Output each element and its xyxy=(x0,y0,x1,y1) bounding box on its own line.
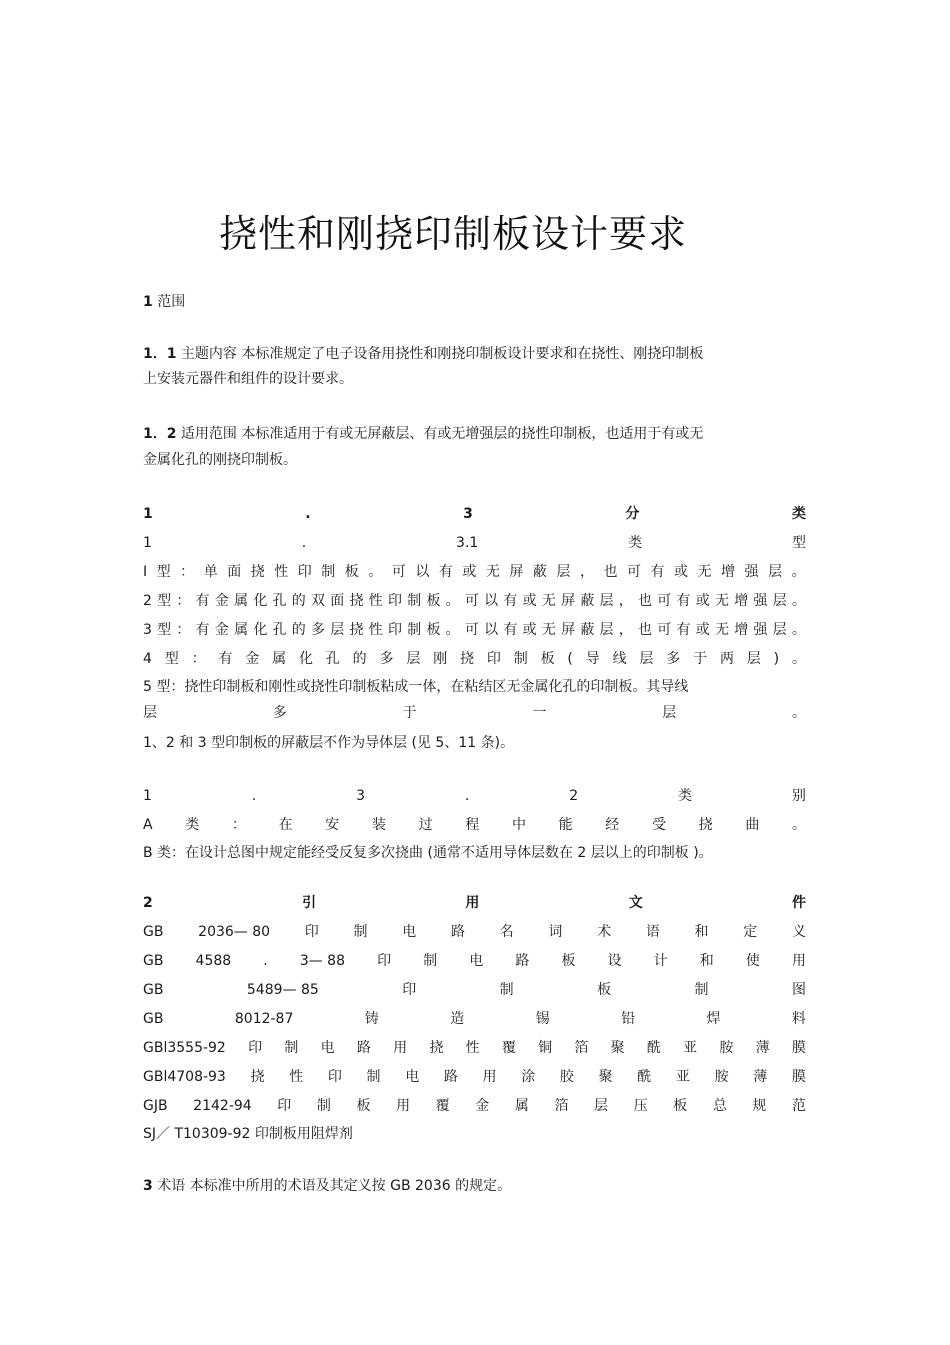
text-token: 。 xyxy=(791,593,806,609)
text-token: . xyxy=(251,788,257,804)
text-token: 分 xyxy=(625,506,640,522)
text-token: 或 xyxy=(674,564,688,580)
text-token: 铅 xyxy=(621,1011,636,1027)
text-token: 膜 xyxy=(791,1069,806,1085)
text-token: 也 xyxy=(638,622,653,638)
text-token: 可 xyxy=(464,593,479,609)
text-token: 增 xyxy=(734,593,749,609)
text-token: 挠 xyxy=(698,817,713,833)
section-3-line xyxy=(143,1176,806,1196)
text-token: ) xyxy=(773,651,780,667)
text-token: 或 xyxy=(462,564,477,580)
text-token: 型 xyxy=(157,593,172,609)
text-token: 聚 xyxy=(598,1069,613,1085)
text-token: 件 xyxy=(792,895,806,911)
text-token: 别 xyxy=(791,788,806,804)
text-token: 印 xyxy=(387,622,402,638)
text-token: 一 xyxy=(532,705,547,721)
text-token: 1 xyxy=(143,788,152,804)
text-token: 路 xyxy=(443,1069,458,1085)
text-token: 金 xyxy=(214,593,229,609)
text-token: 设 xyxy=(607,953,622,969)
section-1-1-line-2: 上安装元器件和组件的设计要求。 xyxy=(143,371,353,387)
text-token: 层 xyxy=(599,593,614,609)
text-token: 强 xyxy=(744,564,759,580)
text-token: 胶 xyxy=(559,1069,574,1085)
text-token: 涂 xyxy=(521,1069,536,1085)
text-token: 有 xyxy=(503,593,518,609)
reference-1 xyxy=(143,922,806,942)
text-token: 型 xyxy=(164,651,179,667)
text-token: ： xyxy=(191,651,206,667)
text-token: 制 xyxy=(353,924,368,940)
text-token: 挠 xyxy=(250,1069,265,1085)
text-token: 印 xyxy=(304,924,319,940)
text-token: 屏 xyxy=(561,593,576,609)
text-token: 装 xyxy=(371,817,386,833)
text-token: 有 xyxy=(650,564,665,580)
reference-4 xyxy=(143,1009,806,1029)
text-token: 制 xyxy=(366,1069,381,1085)
text-token: GB xyxy=(143,1011,164,1027)
text-token: 层 xyxy=(594,1098,609,1114)
text-token: 8012-87 xyxy=(234,1011,294,1027)
text-token: 型 xyxy=(157,622,172,638)
text-token: ， xyxy=(618,622,633,638)
text-token: GB xyxy=(143,953,164,969)
text-token: . xyxy=(301,535,307,551)
text-token: ( xyxy=(567,651,573,667)
text-token: 有 xyxy=(195,622,210,638)
text-token: 可 xyxy=(464,622,479,638)
text-token: 的 xyxy=(291,593,306,609)
text-token: 蔽 xyxy=(580,593,595,609)
text-token: 以 xyxy=(415,564,430,580)
text-token: 的 xyxy=(352,651,367,667)
section-2-heading xyxy=(143,893,806,913)
section-1-2-line-2: 金属化孔的刚挠印制板。 xyxy=(143,452,297,468)
text-token: 蔽 xyxy=(580,622,595,638)
text-token: I xyxy=(143,564,148,580)
text-token: 曲 xyxy=(745,817,760,833)
text-token: 类 xyxy=(678,788,693,804)
text-token: 层 xyxy=(662,705,677,721)
text-token: 以 xyxy=(484,593,499,609)
text-token: 电 xyxy=(405,1069,420,1085)
text-token: 文 xyxy=(628,895,643,911)
text-token: 层 xyxy=(599,622,614,638)
text-token: 印 xyxy=(248,1040,263,1056)
text-token: 用 xyxy=(393,1040,408,1056)
text-token: 2 xyxy=(569,788,579,804)
text-token: 范 xyxy=(792,1098,806,1114)
type-1-line xyxy=(143,562,806,582)
text-token: 或 xyxy=(522,593,537,609)
text-token: 。 xyxy=(791,622,806,638)
text-token: 5489— 85 xyxy=(246,982,319,998)
text-token: 层 xyxy=(746,651,761,667)
text-token: 属 xyxy=(234,622,249,638)
text-token: 板 xyxy=(356,1098,371,1114)
text-token: 无 xyxy=(714,622,729,638)
text-token: 计 xyxy=(653,953,668,969)
text-token: 型 xyxy=(791,535,806,551)
text-token: 层 xyxy=(406,651,421,667)
text-token: 3.1 xyxy=(456,535,479,551)
text-token: 单 xyxy=(203,564,218,580)
shield-note: 1、2 和 3 型印制板的屏蔽层不作为导体层 (见 5、11 条)。 xyxy=(143,735,515,751)
text-token: GBl3555-92 xyxy=(143,1040,226,1056)
text-token: 多 xyxy=(272,705,287,721)
text-token: 也 xyxy=(603,564,618,580)
text-token: 制 xyxy=(284,1040,299,1056)
text-token: 。 xyxy=(445,622,460,638)
text-token: 。 xyxy=(791,651,806,667)
text-token: 线 xyxy=(612,651,627,667)
text-token: ： xyxy=(176,622,191,638)
text-token: 层 xyxy=(330,622,345,638)
text-token: 胺 xyxy=(719,1040,734,1056)
reference-5 xyxy=(143,1038,806,1058)
class-a-line xyxy=(143,815,806,835)
section-number: 1．1 xyxy=(143,346,177,362)
text-token: 增 xyxy=(734,622,749,638)
text-token: 2036— 80 xyxy=(198,924,271,940)
text-token: 层 xyxy=(768,564,783,580)
text-token: 覆 xyxy=(435,1098,450,1114)
text-token: 两 xyxy=(719,651,734,667)
paragraph-text: 主题内容 本标准规定了电子设备用挠性和刚挠印制板设计要求和在挠性、刚挠印制板 xyxy=(176,346,704,362)
section-1-1-line-1 xyxy=(143,344,806,364)
text-token: 覆 xyxy=(501,1040,516,1056)
text-token: 挠 xyxy=(250,564,265,580)
text-token: 强 xyxy=(753,593,768,609)
document-title: 挠性和刚挠印制板设计要求 xyxy=(218,212,687,256)
text-token: 型 xyxy=(156,564,171,580)
text-token: 有 xyxy=(503,622,518,638)
text-token: 亚 xyxy=(683,1040,698,1056)
text-token: 于 xyxy=(402,705,417,721)
text-token: 电 xyxy=(320,1040,335,1056)
text-token: 3— 88 xyxy=(299,953,345,969)
text-token: 2 xyxy=(143,895,153,911)
text-token: 制 xyxy=(321,564,336,580)
text-token: 印 xyxy=(377,953,392,969)
text-token: 或 xyxy=(695,593,710,609)
text-token: 面 xyxy=(330,593,345,609)
text-token: 用 xyxy=(396,1098,411,1114)
text-token: 有 xyxy=(676,622,691,638)
text-token: 2142-94 xyxy=(193,1098,252,1114)
text-token: GB xyxy=(143,982,164,998)
text-token: 板 xyxy=(540,651,555,667)
type-5-line-2 xyxy=(143,703,806,723)
text-token: 有 xyxy=(676,593,691,609)
text-token: 用 xyxy=(482,1069,497,1085)
text-token: 孔 xyxy=(272,622,287,638)
text-token: 薄 xyxy=(753,1069,768,1085)
text-token: 印 xyxy=(486,651,501,667)
text-token: 有 xyxy=(195,593,210,609)
type-3-line xyxy=(143,620,806,640)
text-token: 导 xyxy=(585,651,600,667)
text-token: 电 xyxy=(402,924,417,940)
section-number: 1．2 xyxy=(143,426,177,442)
text-token: 层 xyxy=(556,564,571,580)
text-token: 孔 xyxy=(272,593,287,609)
reference-8: SJ／ T10309-92 印制板用阻焊剂 xyxy=(143,1126,353,1142)
text-token: 引 xyxy=(302,895,317,911)
text-token: 过 xyxy=(418,817,433,833)
type-2-line xyxy=(143,591,806,611)
text-token: 多 xyxy=(379,651,394,667)
text-token: . xyxy=(464,788,470,804)
text-token: 在 xyxy=(278,817,293,833)
section-1-2-line-1 xyxy=(143,424,806,444)
text-token: 名 xyxy=(499,924,514,940)
text-token: 挠 xyxy=(349,593,364,609)
text-token: 1 xyxy=(143,506,153,522)
text-token: 。 xyxy=(791,817,806,833)
text-token: 焊 xyxy=(706,1011,721,1027)
text-token: 金 xyxy=(475,1098,490,1114)
text-token: 使 xyxy=(745,953,760,969)
text-token: 4 xyxy=(143,651,152,667)
text-token: 制 xyxy=(423,953,438,969)
text-token: 3 xyxy=(356,788,366,804)
text-token: 属 xyxy=(272,651,287,667)
text-token: 可 xyxy=(391,564,406,580)
text-token: 属 xyxy=(514,1098,529,1114)
text-token: 和 xyxy=(694,924,709,940)
text-token: . xyxy=(305,506,311,522)
text-token: 总 xyxy=(712,1098,727,1114)
text-token: 造 xyxy=(450,1011,465,1027)
text-token: 层 xyxy=(772,622,787,638)
text-token: 4588 xyxy=(195,953,232,969)
text-token: 铸 xyxy=(364,1011,379,1027)
section-1-3-1-heading xyxy=(143,533,806,553)
reference-6 xyxy=(143,1067,806,1087)
text-token: ： xyxy=(176,593,191,609)
text-token: 无 xyxy=(697,564,712,580)
text-token: ， xyxy=(618,593,633,609)
text-token: 。 xyxy=(791,564,806,580)
text-token: ： xyxy=(180,564,195,580)
text-token: 蔽 xyxy=(532,564,547,580)
text-token: GB xyxy=(143,924,164,940)
text-token: 规 xyxy=(752,1098,767,1114)
text-token: 3 xyxy=(143,622,152,638)
text-token: 挠 xyxy=(460,651,475,667)
text-token: 于 xyxy=(693,651,708,667)
text-token: 挠 xyxy=(349,622,364,638)
text-token: 薄 xyxy=(755,1040,770,1056)
text-token: GBl4708-93 xyxy=(143,1069,226,1085)
text-token: 语 xyxy=(645,924,660,940)
text-token: 术 xyxy=(597,924,612,940)
text-token: 酰 xyxy=(637,1069,652,1085)
text-token: 词 xyxy=(548,924,563,940)
text-token: 受 xyxy=(651,817,666,833)
text-token: 胺 xyxy=(714,1069,729,1085)
text-token: 路 xyxy=(450,924,465,940)
text-token: 化 xyxy=(253,622,268,638)
text-token: 性 xyxy=(274,564,289,580)
text-token: 有 xyxy=(438,564,453,580)
text-token: 义 xyxy=(791,924,806,940)
text-token: 层 xyxy=(143,705,157,721)
text-token: 多 xyxy=(666,651,681,667)
text-token: 以 xyxy=(484,622,499,638)
text-token: 强 xyxy=(753,622,768,638)
text-token: 类 xyxy=(791,506,806,522)
text-token: 无 xyxy=(541,622,556,638)
section-number: 3 xyxy=(143,1178,153,1194)
text-token: 无 xyxy=(714,593,729,609)
text-token: 路 xyxy=(356,1040,371,1056)
text-token: 性 xyxy=(368,622,383,638)
section-number: 1 xyxy=(143,294,153,310)
text-token: 板 xyxy=(561,953,576,969)
text-token: 制 xyxy=(316,1098,331,1114)
text-token: 膜 xyxy=(791,1040,806,1056)
text-token: 制 xyxy=(499,982,514,998)
text-token: 制 xyxy=(513,651,528,667)
text-token: 金 xyxy=(245,651,260,667)
text-token: . xyxy=(263,953,268,969)
text-token: 印 xyxy=(277,1098,292,1114)
text-token: 板 xyxy=(426,622,441,638)
text-token: 化 xyxy=(298,651,313,667)
text-token: 经 xyxy=(605,817,620,833)
type-5-line-1: 5 型：挠性印制板和刚性或挠性印制板粘成一体，在粘结区无金属化孔的印制板。其导线 xyxy=(143,679,689,695)
text-token: 有 xyxy=(218,651,233,667)
type-4-line xyxy=(143,649,806,669)
text-token: 制 xyxy=(694,982,709,998)
text-token: 无 xyxy=(541,593,556,609)
text-token: 可 xyxy=(657,593,672,609)
text-token: 聚 xyxy=(610,1040,625,1056)
text-token: 2 xyxy=(143,593,152,609)
text-token: 锡 xyxy=(535,1011,550,1027)
text-token: 。 xyxy=(368,564,383,580)
text-token: 中 xyxy=(511,817,526,833)
text-token: 料 xyxy=(791,1011,806,1027)
text-token: 板 xyxy=(673,1098,688,1114)
text-token: 面 xyxy=(227,564,242,580)
text-token: 类 xyxy=(628,535,643,551)
text-token: 3 xyxy=(463,506,473,522)
text-token: 印 xyxy=(327,1069,342,1085)
text-token: 性 xyxy=(289,1069,304,1085)
text-token: 可 xyxy=(657,622,672,638)
paragraph-text: 术语 本标准中所用的术语及其定义按 GB 2036 的规定。 xyxy=(152,1178,512,1194)
text-token: 板 xyxy=(597,982,612,998)
section-1-3-2-heading xyxy=(143,786,806,806)
text-token: 箔 xyxy=(554,1098,569,1114)
text-token: 用 xyxy=(465,895,480,911)
text-token: 板 xyxy=(344,564,359,580)
text-token: 层 xyxy=(639,651,654,667)
class-b-line: B 类：在设计总图中规定能经受反复多次挠曲 (通常不适用导体层数在 2 层以上的印制板 )。 xyxy=(143,845,713,861)
paragraph-text: 适用范围 本标准适用于有或无屏蔽层、有或无增强层的挠性印制板，也适用于有或无 xyxy=(176,426,704,442)
text-token: 也 xyxy=(638,593,653,609)
text-token: 双 xyxy=(311,593,326,609)
text-token: 安 xyxy=(325,817,340,833)
text-token: 电 xyxy=(469,953,484,969)
text-token: 和 xyxy=(699,953,714,969)
section-1-3-heading xyxy=(143,504,806,524)
reference-7 xyxy=(143,1096,806,1116)
text-token: 性 xyxy=(368,593,383,609)
text-token: 屏 xyxy=(509,564,524,580)
section-title: 范围 xyxy=(152,294,186,310)
text-token: 孔 xyxy=(325,651,340,667)
text-token: 层 xyxy=(772,593,787,609)
text-token: 印 xyxy=(402,982,417,998)
text-token: 制 xyxy=(407,593,422,609)
section-1-heading xyxy=(143,292,806,312)
text-token: 印 xyxy=(297,564,312,580)
text-token: 金 xyxy=(214,622,229,638)
text-token: 制 xyxy=(407,622,422,638)
text-token: 1 xyxy=(143,535,152,551)
text-token: 或 xyxy=(522,622,537,638)
text-token: 刚 xyxy=(433,651,448,667)
text-token: 无 xyxy=(485,564,500,580)
text-token: 能 xyxy=(558,817,573,833)
text-token: 程 xyxy=(465,817,480,833)
text-token: 增 xyxy=(721,564,736,580)
text-token: 定 xyxy=(743,924,758,940)
text-token: 图 xyxy=(791,982,806,998)
text-token: 印 xyxy=(387,593,402,609)
text-token: 可 xyxy=(626,564,641,580)
text-token: 用 xyxy=(791,953,806,969)
reference-2 xyxy=(143,951,806,971)
reference-3 xyxy=(143,980,806,1000)
text-token: ， xyxy=(579,564,594,580)
text-token: 板 xyxy=(426,593,441,609)
text-token: 多 xyxy=(311,622,326,638)
text-token: 的 xyxy=(291,622,306,638)
text-token: 路 xyxy=(515,953,530,969)
text-token: A xyxy=(143,817,153,833)
text-token: 挠 xyxy=(429,1040,444,1056)
text-token: ： xyxy=(231,817,246,833)
text-token: 箔 xyxy=(574,1040,589,1056)
text-token: 屏 xyxy=(561,622,576,638)
text-token: 。 xyxy=(445,593,460,609)
text-token: 化 xyxy=(253,593,268,609)
text-token: 铜 xyxy=(538,1040,553,1056)
text-token: 性 xyxy=(465,1040,480,1056)
text-token: 亚 xyxy=(675,1069,690,1085)
text-token: GJB xyxy=(143,1098,168,1114)
text-token: 属 xyxy=(234,593,249,609)
text-token: 酰 xyxy=(646,1040,661,1056)
text-token: 类 xyxy=(185,817,200,833)
text-token: 压 xyxy=(633,1098,648,1114)
text-token: 。 xyxy=(791,705,806,721)
text-token: 或 xyxy=(695,622,710,638)
